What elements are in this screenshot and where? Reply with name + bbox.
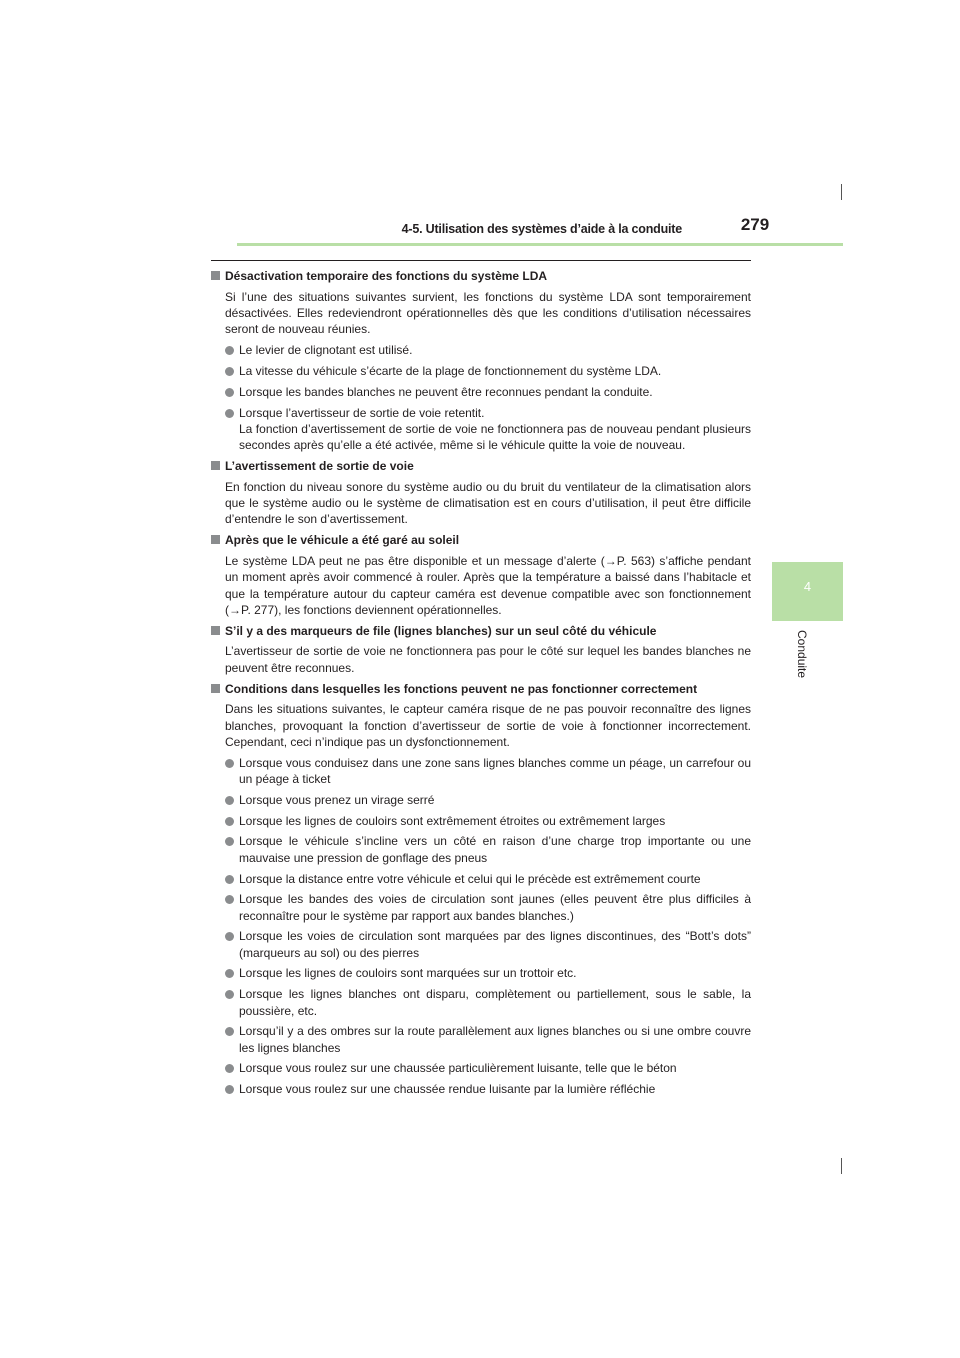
square-bullet-icon — [211, 684, 220, 693]
circle-bullet-icon — [225, 932, 234, 941]
square-bullet-icon — [211, 626, 220, 635]
list-item-note: La fonction d’avertissement de sortie de voie ne fonctionnera pas de nouveau pendant plusieurs secondes après qu’elle a été activée, même si le véhicule quitte la voie de nouveau. — [239, 421, 751, 453]
list-item: Lorsque les lignes blanches ont disparu, complètement ou partiellement, sous le sable, la poussière, etc. — [211, 986, 751, 1019]
circle-bullet-icon — [225, 367, 234, 376]
section-title: Conditions dans lesquelles les fonctions peuvent ne pas fonctionner correctement — [211, 681, 751, 697]
list-item: Lorsque les lignes de couloirs sont marquées sur un trottoir etc. — [211, 965, 751, 981]
list-item: Lorsque vous roulez sur une chaussée particulièrement luisante, telle que le béton — [211, 1060, 751, 1076]
circle-bullet-icon — [225, 346, 234, 355]
square-bullet-icon — [211, 461, 220, 470]
circle-bullet-icon — [225, 388, 234, 397]
circle-bullet-icon — [225, 759, 234, 768]
list-item: Lorsque le véhicule s’incline vers un côté en raison d’une charge trop importante ou une mauvaise une pression de gonflage des pneus — [211, 833, 751, 866]
list-item: Lorsque les bandes blanches ne peuvent être reconnues pendant la conduite. — [211, 384, 751, 400]
section-title: Désactivation temporaire des fonctions du système LDA — [211, 268, 751, 284]
chapter-number: 4 — [803, 579, 812, 594]
section-paragraph: En fonction du niveau sonore du système audio ou du bruit du ventilateur de la climatisation alors que le système audio ou le système de climatisation est en cours d’utilisation, il peut être difficile d’entendre le son d’avertissement. — [225, 479, 751, 527]
circle-bullet-icon — [225, 1027, 234, 1036]
circle-bullet-icon — [225, 1064, 234, 1073]
circle-bullet-icon — [225, 1085, 234, 1094]
section-paragraph: Si l’une des situations suivantes survient, les fonctions du système LDA sont temporairement désactivées. Elles redeviendront opérationnelles dès que les conditions d’utilisation nécessaires seront de nouveau réunies. — [225, 289, 751, 337]
crop-mark-bottom — [841, 1158, 842, 1174]
section-paragraph: Dans les situations suivantes, le capteur caméra risque de ne pas pouvoir reconnaître des lignes blanches, provoquant la fonction d’avertisseur de sortie de voie à fonctionner incorrectement. Cependant, ceci n’indique pas un dysfonctionnement. — [225, 702, 751, 749]
header-rule — [237, 243, 843, 246]
content-rule — [211, 260, 751, 261]
list-item: Lorsque la distance entre votre véhicule et celui qui le précède est extrêmement courte — [211, 871, 751, 887]
circle-bullet-icon — [225, 796, 234, 805]
chapter-label: Conduite — [795, 630, 809, 679]
circle-bullet-icon — [225, 409, 234, 418]
list-item: Lorsqu’il y a des ombres sur la route parallèlement aux lignes blanches ou si une ombre couvre les lignes blanches — [211, 1023, 751, 1056]
running-header: 4-5. Utilisation des systèmes d’aide à la conduite — [401, 222, 682, 236]
list-item: Lorsque les voies de circulation sont marquées par des lignes discontinues, des “Bott’s dots” (marqueurs au sol) ou des pierres — [211, 928, 751, 961]
circle-bullet-icon — [225, 875, 234, 884]
section-paragraph: L’avertisseur de sortie de voie ne fonctionnera pas pour le côté sur lequel les bandes blanches ne peuvent être reconnues. — [225, 644, 751, 675]
section-title: L’avertissement de sortie de voie — [211, 458, 751, 474]
square-bullet-icon — [211, 271, 220, 280]
list-item: Le levier de clignotant est utilisé. — [211, 342, 751, 358]
list-item: La vitesse du véhicule s’écarte de la plage de fonctionnement du système LDA. — [211, 363, 751, 379]
list-item: Lorsque les lignes de couloirs sont extrêmement étroites ou extrêmement larges — [211, 813, 751, 829]
page-number: 279 — [740, 215, 770, 234]
list-item: Lorsque vous roulez sur une chaussée rendue luisante par la lumière réfléchie — [211, 1081, 751, 1097]
section-title: Après que le véhicule a été garé au soleil — [211, 532, 751, 548]
crop-mark-top — [841, 184, 842, 200]
circle-bullet-icon — [225, 895, 234, 904]
main-content — [211, 268, 751, 1098]
circle-bullet-icon — [225, 837, 234, 846]
circle-bullet-icon — [225, 817, 234, 826]
list-item: Lorsque vous conduisez dans une zone sans lignes blanches comme un péage, un carrefour ou un péage à ticket — [211, 755, 751, 788]
chapter-tab — [772, 562, 843, 621]
section-paragraph: Le système LDA peut ne pas être disponible et un message d’alerte (→P. 563) s’affiche pendant un moment après avoir commencé à rouler. Après que la température a baissé dans l’habitacle et que la température autour du capteur caméra est devenue compatible avec son fonctionnement (→P. 277), les fonctions deviennent opérationnelles. — [225, 553, 751, 617]
square-bullet-icon — [211, 535, 220, 544]
circle-bullet-icon — [225, 969, 234, 978]
circle-bullet-icon — [225, 990, 234, 999]
section-title: S’il y a des marqueurs de file (lignes blanches) sur un seul côté du véhicule — [211, 623, 751, 639]
list-item: Lorsque vous prenez un virage serré — [211, 792, 751, 808]
list-item: Lorsque l’avertisseur de sortie de voie retentit. La fonction d’avertissement de sortie de voie ne fonctionnera pas de nouveau pendant plusieurs secondes après qu’elle a été activée, même si le véhicule quitte la voie de nouveau. — [211, 405, 751, 454]
list-item: Lorsque les bandes des voies de circulation sont jaunes (elles peuvent être plus difficiles à reconnaître pour le système par rapport aux bandes blanches.) — [211, 891, 751, 924]
